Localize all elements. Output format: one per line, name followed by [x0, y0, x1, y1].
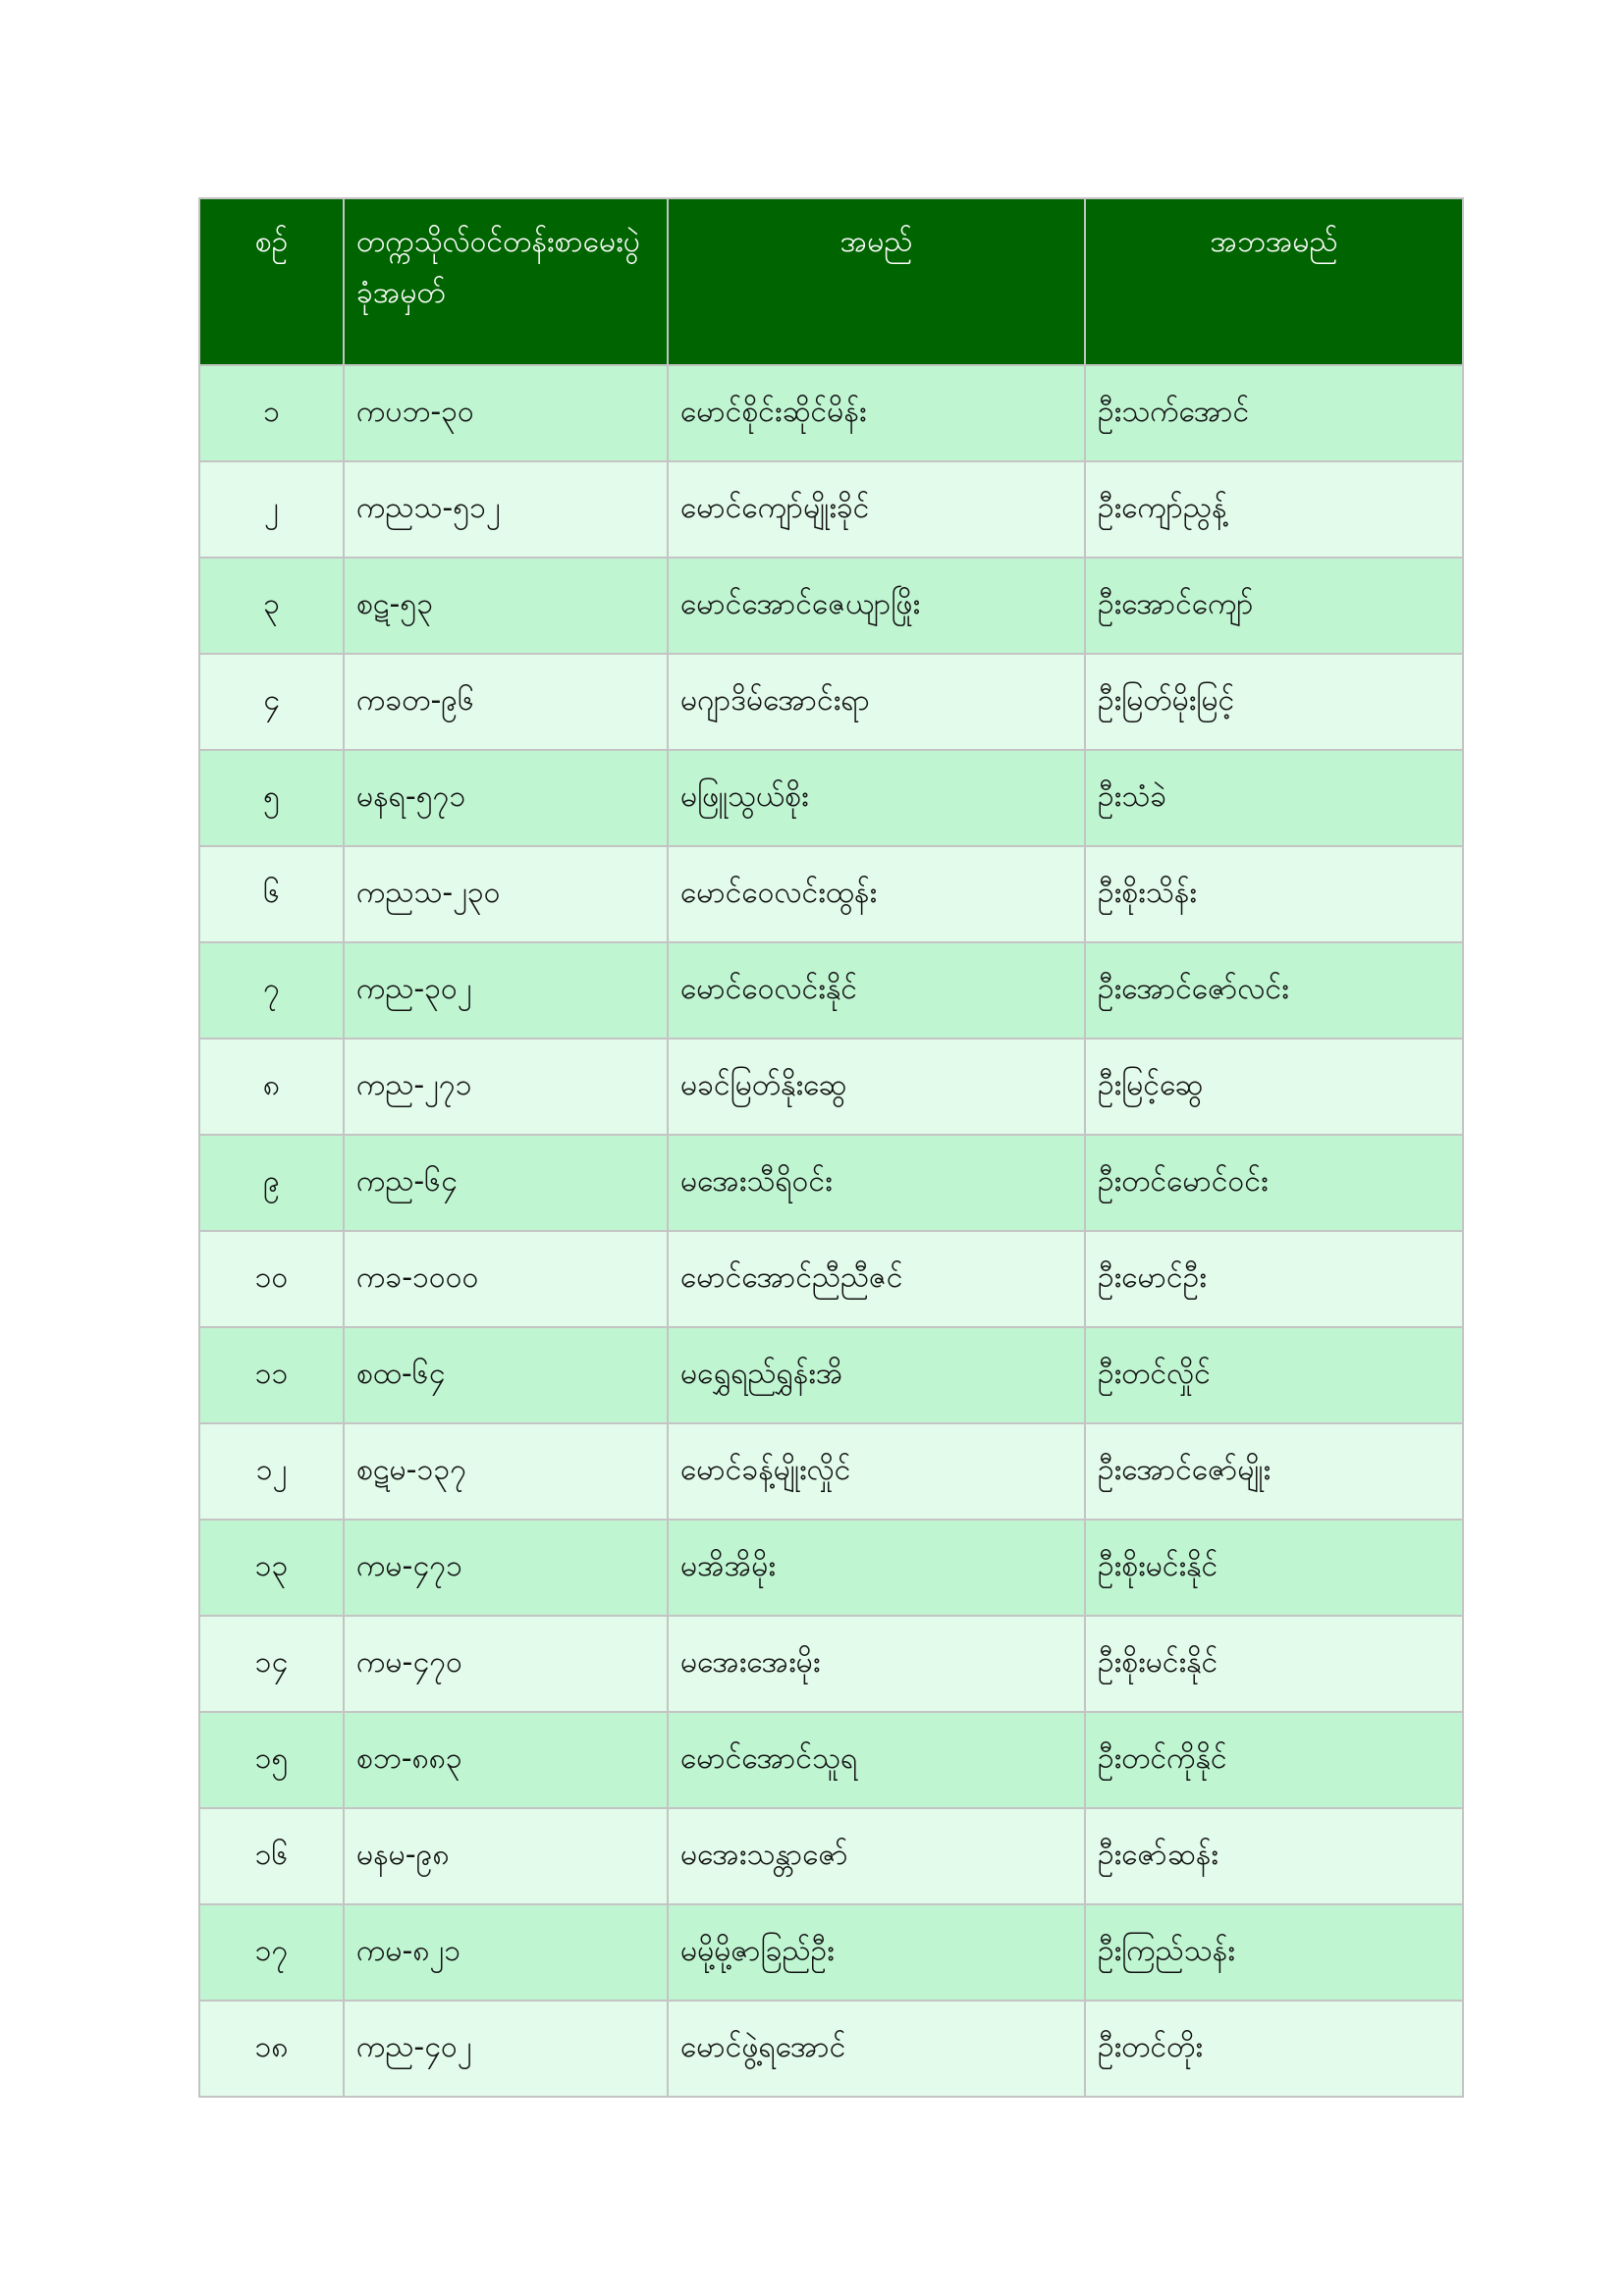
cell-father-name: ဦးမြတ်မိုးမြင့်: [1085, 654, 1463, 750]
cell-father-name: ဦးတင်လှိုင်: [1085, 1327, 1463, 1423]
header-name: အမည်: [668, 198, 1085, 365]
cell-roll-number: ကညသ-၅၁၂: [344, 461, 668, 558]
cell-father-name: ဦးကျော်ညွန့်: [1085, 461, 1463, 558]
table-row: [199, 1135, 1463, 1231]
cell-name: မအေးအေးမိုး: [668, 1616, 1085, 1712]
cell-father-name: ဦးစိုးသိန်း: [1085, 846, 1463, 942]
cell-name: မဂျာဒိမ်အောင်းရာ: [668, 654, 1085, 750]
cell-serial-no: ၁၄: [199, 1616, 344, 1712]
cell-father-name: ဦးဇော်ဆန်း: [1085, 1808, 1463, 1904]
cell-roll-number: မနရ-၅၇၁: [344, 750, 668, 846]
table-row: [199, 1808, 1463, 1904]
cell-roll-number: စဋမ-၁၃၇: [344, 1423, 668, 1520]
cell-name: မခင်မြတ်နိုးဆွေ: [668, 1039, 1085, 1135]
cell-serial-no: ၁: [199, 365, 344, 461]
cell-roll-number: ကည-၃၀၂: [344, 942, 668, 1039]
cell-father-name: ဦးအောင်ကျော်: [1085, 558, 1463, 654]
cell-roll-number: စထ-၆၄: [344, 1327, 668, 1423]
table-row: [199, 846, 1463, 942]
table-header: [199, 198, 1463, 365]
header-row: [199, 198, 1463, 365]
header-serial-no: စဉ်: [199, 198, 344, 365]
cell-name: မောင်စိုင်းဆိုင်မိန်း: [668, 365, 1085, 461]
cell-name: မအိအိမိုး: [668, 1520, 1085, 1616]
table-row: [199, 558, 1463, 654]
cell-serial-no: ၁၇: [199, 1904, 344, 2001]
table-row: [199, 1712, 1463, 1808]
cell-father-name: ဦးမြင့်ဆွေ: [1085, 1039, 1463, 1135]
table-row: [199, 1039, 1463, 1135]
cell-roll-number: ကမ-၄၇၀: [344, 1616, 668, 1712]
cell-name: မောင်ဖွဲ့ရအောင်: [668, 2001, 1085, 2097]
cell-roll-number: ကည-၆၄: [344, 1135, 668, 1231]
cell-serial-no: ၇: [199, 942, 344, 1039]
cell-father-name: ဦးစိုးမင်းနိုင်: [1085, 1616, 1463, 1712]
table-row: [199, 1520, 1463, 1616]
cell-father-name: ဦးသံခဲ: [1085, 750, 1463, 846]
table-row: [199, 1327, 1463, 1423]
cell-serial-no: ၄: [199, 654, 344, 750]
cell-name: မောင်အောင်သူရ: [668, 1712, 1085, 1808]
cell-father-name: ဦးစိုးမင်းနိုင်: [1085, 1520, 1463, 1616]
cell-serial-no: ၁၂: [199, 1423, 344, 1520]
table-row: [199, 2001, 1463, 2097]
cell-name: မောင်ခန့်မျိုးလှိုင်: [668, 1423, 1085, 1520]
cell-name: မောင်ဝေလင်းနိုင်: [668, 942, 1085, 1039]
cell-name: မအေးသန္တာဇော်: [668, 1808, 1085, 1904]
cell-father-name: ဦးတင်မောင်ဝင်း: [1085, 1135, 1463, 1231]
cell-serial-no: ၈: [199, 1039, 344, 1135]
cell-father-name: ဦးတင်တိုး: [1085, 2001, 1463, 2097]
cell-serial-no: ၆: [199, 846, 344, 942]
cell-father-name: ဦးသက်အောင်: [1085, 365, 1463, 461]
cell-name: မဖြူသွယ်စိုး: [668, 750, 1085, 846]
cell-name: မောင်အောင်ညီညီဇင်: [668, 1231, 1085, 1327]
cell-roll-number: မနမ-၉၈: [344, 1808, 668, 1904]
cell-father-name: ဦးမောင်ဦး: [1085, 1231, 1463, 1327]
cell-roll-number: ကည-၂၇၁: [344, 1039, 668, 1135]
cell-serial-no: ၁၁: [199, 1327, 344, 1423]
table-row: [199, 750, 1463, 846]
cell-serial-no: ၅: [199, 750, 344, 846]
cell-name: မောင်ကျော်မျိုးခိုင်: [668, 461, 1085, 558]
header-roll-number: တက္ကသိုလ်ဝင်တန်းစာမေးပွဲ ခုံအမှတ်: [344, 198, 668, 365]
header-father-name: အဘအမည်: [1085, 198, 1463, 365]
table-row: [199, 942, 1463, 1039]
cell-serial-no: ၂: [199, 461, 344, 558]
cell-father-name: ဦးအောင်ဇော်မျိုး: [1085, 1423, 1463, 1520]
cell-name: မအေးသီရိဝင်း: [668, 1135, 1085, 1231]
table-row: [199, 461, 1463, 558]
table-row: [199, 1616, 1463, 1712]
table-row: [199, 654, 1463, 750]
cell-roll-number: ကခတ-၉၆: [344, 654, 668, 750]
cell-father-name: ဦးကြည်သန်း: [1085, 1904, 1463, 2001]
cell-serial-no: ၁၅: [199, 1712, 344, 1808]
cell-serial-no: ၁၃: [199, 1520, 344, 1616]
cell-serial-no: ၁၈: [199, 2001, 344, 2097]
table-row: [199, 365, 1463, 461]
cell-roll-number: စဘ-၈၈၃: [344, 1712, 668, 1808]
table-row: [199, 1423, 1463, 1520]
cell-roll-number: ကညသ-၂၃၀: [344, 846, 668, 942]
cell-roll-number: ကခ-၁၀၀၀: [344, 1231, 668, 1327]
cell-serial-no: ၁၀: [199, 1231, 344, 1327]
results-table: [198, 197, 1464, 2098]
cell-serial-no: ၃: [199, 558, 344, 654]
cell-roll-number: ကမ-၄၇၁: [344, 1520, 668, 1616]
table-row: [199, 1904, 1463, 2001]
cell-name: မမို့မို့ဇာခြည်ဦး: [668, 1904, 1085, 2001]
cell-name: မောင်အောင်ဇေယျာဖြိုး: [668, 558, 1085, 654]
cell-serial-no: ၉: [199, 1135, 344, 1231]
cell-name: မရွှေရည်ရွှန်းအိ: [668, 1327, 1085, 1423]
cell-roll-number: စဋ-၅၃: [344, 558, 668, 654]
cell-father-name: ဦးအောင်ဇော်လင်း: [1085, 942, 1463, 1039]
table-row: [199, 1231, 1463, 1327]
cell-serial-no: ၁၆: [199, 1808, 344, 1904]
cell-name: မောင်ဝေလင်းထွန်း: [668, 846, 1085, 942]
cell-father-name: ဦးတင်ကိုနိုင်: [1085, 1712, 1463, 1808]
cell-roll-number: ကည-၄၀၂: [344, 2001, 668, 2097]
table-body: [199, 365, 1463, 2097]
cell-roll-number: ကပဘ-၃၀: [344, 365, 668, 461]
cell-roll-number: ကမ-၈၂၁: [344, 1904, 668, 2001]
